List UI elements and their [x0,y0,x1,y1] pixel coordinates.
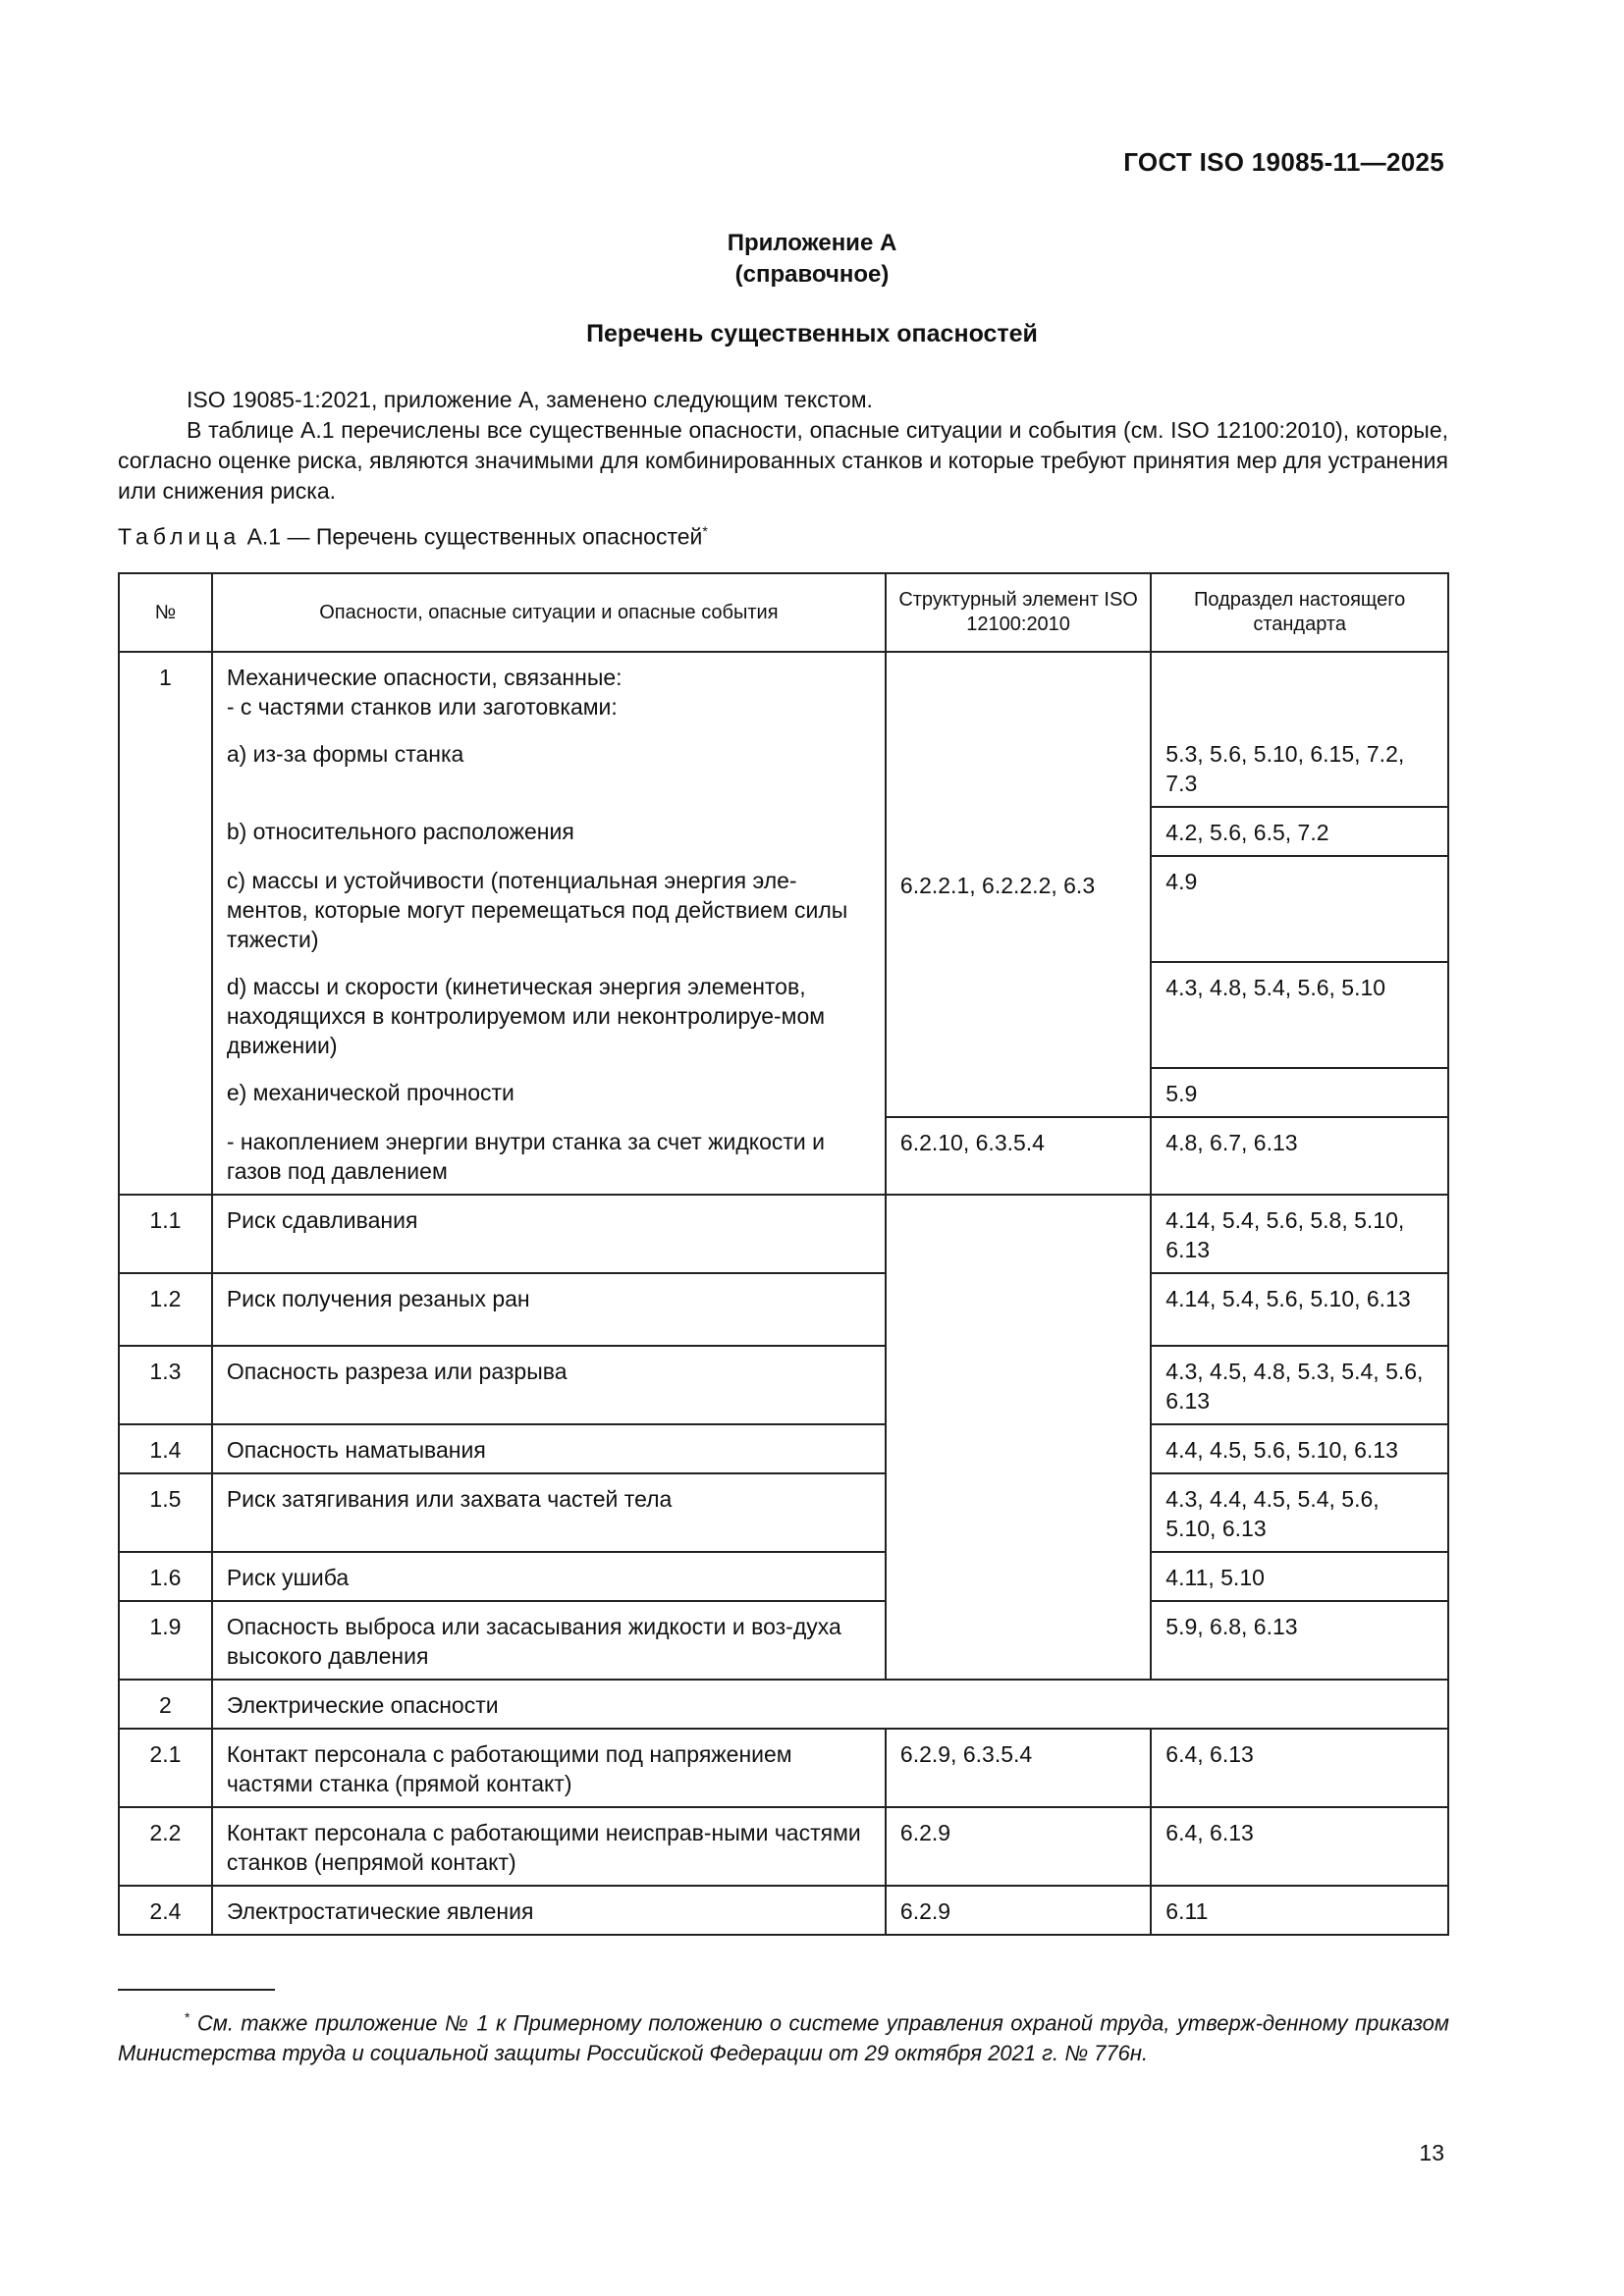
table-row [119,1680,1448,1729]
footnote [118,2002,1449,2068]
row-element: 6.2.2.1, 6.2.2.2, 6.3 [886,652,1151,1117]
table-caption-footnote-mark: * [702,523,708,539]
row-ref: 6.4, 6.13 [1151,1729,1448,1807]
row-hazard: а) из-за формы станка [212,729,886,807]
row-ref: 4.2, 5.6, 6.5, 7.2 [1151,807,1448,856]
row-ref: 5.9, 6.8, 6.13 [1151,1601,1448,1680]
table-row [119,1807,1448,1886]
row-ref: 5.3, 5.6, 5.10, 6.15, 7.2, 7.3 [1151,729,1448,807]
row-element: 6.2.9, 6.3.5.4 [886,1729,1151,1807]
table-row [119,962,1448,1068]
table-row [119,1068,1448,1117]
group-title: Электрические опасности [212,1680,1448,1729]
table-row [119,1552,1448,1601]
table-row [119,1195,1448,1273]
row-hazard: Риск ушиба [212,1552,886,1601]
table-row [119,1473,1448,1552]
row-ref: 4.9 [1151,856,1448,962]
header-element: Структурный элемент ISO 12100:2010 [886,573,1151,652]
row-ref: 5.9 [1151,1068,1448,1117]
row-num: 2.4 [119,1886,212,1935]
table-row [119,1601,1448,1680]
row-hazard: Риск затягивания или захвата частей тела [212,1473,886,1552]
row-num: 1.1 [119,1195,212,1273]
intro-paragraph-1: ISO 19085-1:2021, приложение А, заменено следующим текстом. [187,387,873,412]
row-hazard: е) механической прочности [212,1068,886,1117]
row-ref: 6.4, 6.13 [1151,1807,1448,1886]
row-num: 2.2 [119,1807,212,1886]
group-title: Механические опасности, связанные: [226,665,623,690]
row-num: 1.9 [119,1601,212,1680]
row-ref: 4.11, 5.10 [1151,1552,1448,1601]
row-num: 1.5 [119,1473,212,1552]
table-row [119,1424,1448,1473]
annex-type: (справочное) [734,261,890,288]
footnote-divider [118,1989,275,1991]
row-num: 1.6 [119,1552,212,1601]
row-ref: 4.3, 4.4, 4.5, 5.4, 5.6, 5.10, 6.13 [1151,1473,1448,1552]
section-title: Перечень существенных опасностей [586,320,1038,347]
row-element: 6.2.10, 6.3.5.4 [886,1117,1151,1195]
footnote-text: См. также приложение № 1 к Примерному положению о системе управления охраной труда, утверж-денному приказом Министерства труда и социальной защиты Российской Федерации от 29 октября 2021 г. № 776н. [118,2010,1449,2066]
table-caption-text: А.1 — Перечень существенных опасностей [246,523,703,550]
row-hazard: Контакт персонала с работающими под напряжением частями станка (прямой контакт) [212,1729,886,1807]
table-caption-prefix: Таблица [118,523,242,550]
hazards-table [118,572,1449,1936]
group-subtitle: - с частями станков или заготовками: [226,694,618,720]
row-num: 1 [119,652,212,1195]
row-hazard: c) массы и устойчивости (потенциальная энергия эле-ментов, которые могут перемещаться под действием силы тяжести) [212,856,886,962]
row-num: 1.3 [119,1346,212,1424]
table-caption [118,523,708,551]
header-hazard: Опасности, опасные ситуации и опасные события [212,573,886,652]
header-subclause: Подраздел настоящего стандарта [1151,573,1448,652]
row-ref: 4.14, 5.4, 5.6, 5.8, 5.10, 6.13 [1151,1195,1448,1273]
row-element: 6.2.9 [886,1886,1151,1935]
row-hazard: Риск сдавливания [212,1195,886,1273]
row-ref: 4.3, 4.5, 4.8, 5.3, 5.4, 5.6, 6.13 [1151,1346,1448,1424]
table-header-row [119,573,1448,652]
table-row [119,1273,1448,1346]
row-ref: 4.14, 5.4, 5.6, 5.10, 6.13 [1151,1273,1448,1346]
table-row [119,1117,1448,1195]
row-ref: 4.8, 6.7, 6.13 [1151,1117,1448,1195]
row-hazard: Контакт персонала с работающими неисправ-ными частями станков (непрямой контакт) [212,1807,886,1886]
table-row [119,1886,1448,1935]
footnote-mark: * [185,2009,190,2025]
row-hazard: d) массы и скорости (кинетическая энергия элементов, находящихся в контролируемом или неконтролируе-мом движении) [212,962,886,1068]
header-num: № [119,573,212,652]
row-element-empty [886,1195,1151,1680]
row-num: 2 [119,1680,212,1729]
row-hazard: Опасность наматывания [212,1424,886,1473]
row-hazard [212,652,886,729]
row-ref: 6.11 [1151,1886,1448,1935]
row-num: 1.2 [119,1273,212,1346]
row-num: 2.1 [119,1729,212,1807]
standard-code: ГОСТ ISO 19085-11—2025 [1123,147,1444,177]
row-hazard: b) относительного расположения [212,807,886,856]
row-num: 1.4 [119,1424,212,1473]
page-number: 13 [1419,2140,1444,2165]
intro-text [118,385,1448,507]
annex-heading [0,228,1624,291]
row-ref: 4.4, 4.5, 5.6, 5.10, 6.13 [1151,1424,1448,1473]
row-ref-empty [1151,652,1448,729]
table-row [119,1729,1448,1807]
table-row [119,652,1448,729]
row-hazard: Опасность разреза или разрыва [212,1346,886,1424]
row-ref: 4.3, 4.8, 5.4, 5.6, 5.10 [1151,962,1448,1068]
intro-paragraph-2: В таблице А.1 перечислены все существенные опасности, опасные ситуации и события (см. ISO 12100:2010), которые, согласно оценке риска, являются значимыми для комбинированных станков и которые требуют принятия мер для устранения или снижения риска. [118,417,1448,504]
table-row [119,807,1448,856]
row-hazard: - накоплением энергии внутри станка за счет жидкости и газов под давлением [212,1117,886,1195]
row-hazard: Электростатические явления [212,1886,886,1935]
row-hazard: Риск получения резаных ран [212,1273,886,1346]
table-row [119,729,1448,807]
row-element: 6.2.9 [886,1807,1151,1886]
row-hazard: Опасность выброса или засасывания жидкости и воз-духа высокого давления [212,1601,886,1680]
table-row [119,856,1448,962]
table-row [119,1346,1448,1424]
annex-title: Приложение А [727,230,897,256]
